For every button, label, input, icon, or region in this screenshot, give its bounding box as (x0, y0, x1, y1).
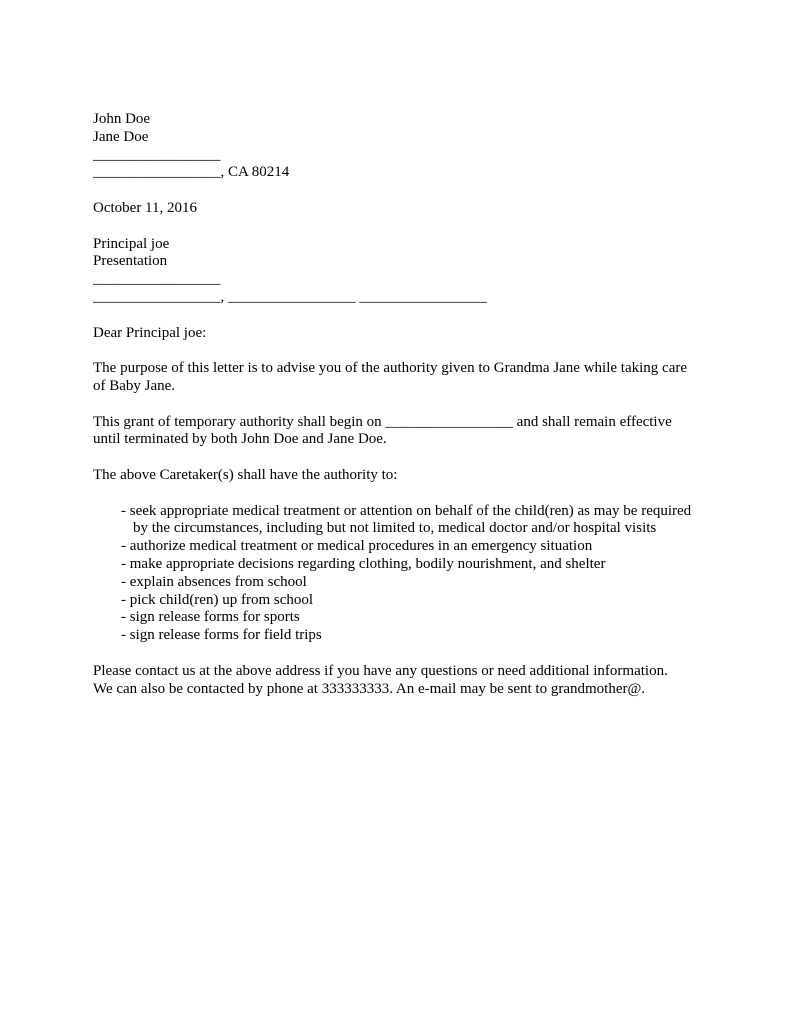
list-item: - seek appropriate medical treatment or attention on behalf of the child(ren) as may be required by the circumstances, including but not limited to, medical doctor and/or hospital visits (121, 502, 692, 537)
sender-address-line-1: _________________ (93, 146, 221, 163)
spacer (93, 182, 703, 200)
spacer (93, 307, 703, 325)
spacer (93, 218, 703, 236)
list-item: - sign release forms for field trips (121, 627, 322, 644)
contact-paragraph-line-1: Please contact us at the above address if you have any questions or need additional information. (93, 662, 668, 679)
recipient-address-line-1: _________________ (93, 271, 221, 288)
list-item: - pick child(ren) up from school (121, 591, 314, 608)
recipient-address-line-2: _________________, _________________ _________________ (93, 288, 487, 305)
list-item: - sign release forms for sports (121, 609, 300, 626)
list-item: - authorize medical treatment or medical procedures in an emergency situation (121, 538, 593, 555)
sender-address-line-2: _________________, CA 80214 (93, 164, 290, 181)
letter-body (93, 111, 703, 698)
grant-paragraph-line-1: This grant of temporary authority shall begin on _________________ and shall remain effective (93, 413, 672, 430)
spacer (93, 342, 703, 360)
recipient-name: Principal joe (93, 235, 170, 252)
letter-date: October 11, 2016 (93, 199, 198, 216)
contact-paragraph-line-2: We can also be contacted by phone at 333333333. An e-mail may be sent to grandmother@. (93, 680, 646, 697)
salutation: Dear Principal joe: (93, 324, 207, 341)
spacer (93, 449, 703, 467)
list-item: - make appropriate decisions regarding clothing, bodily nourishment, and shelter (121, 555, 606, 572)
spacer (93, 645, 703, 663)
spacer (93, 485, 703, 503)
list-item: - explain absences from school (121, 573, 307, 590)
authority-intro: The above Caretaker(s) shall have the authority to: (93, 466, 398, 483)
authority-list (93, 503, 703, 645)
purpose-paragraph: The purpose of this letter is to advise you of the authority given to Grandma Jane while taking care of Baby Jane. (93, 360, 688, 394)
grant-paragraph-line-2: until terminated by both John Doe and Jane Doe. (93, 431, 387, 448)
sender-name-2: Jane Doe (93, 128, 149, 145)
recipient-organization: Presentation (93, 253, 168, 270)
spacer (93, 396, 703, 414)
sender-name-1: John Doe (93, 111, 151, 127)
